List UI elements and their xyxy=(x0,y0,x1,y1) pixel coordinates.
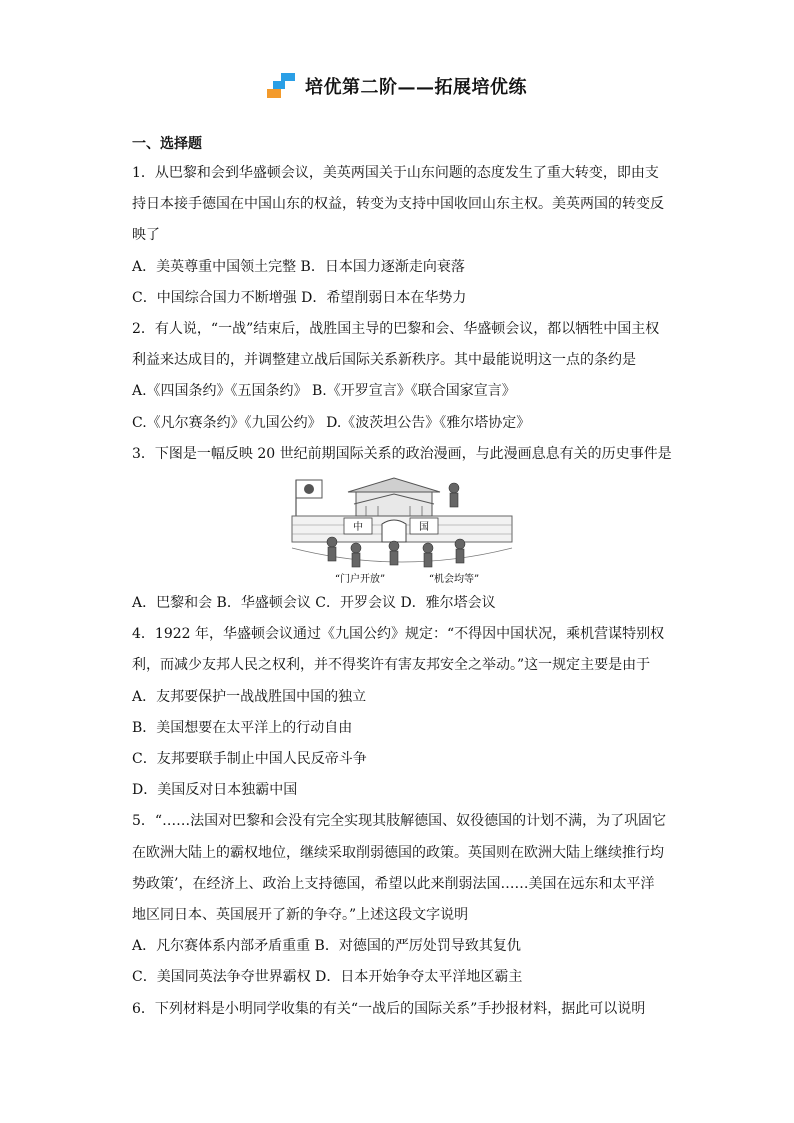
question-stem-line: 持日本接手德国在中国山东的权益，转变为支持中国收回山东主权。美英两国的转变反 xyxy=(132,196,664,213)
question-6 xyxy=(132,994,672,1025)
answer-option: A．友邦要保护一战战胜国中国的独立 xyxy=(132,688,367,705)
cartoon-caption-left: “门户开放” xyxy=(334,574,386,586)
page-header xyxy=(0,66,794,106)
answer-option: B．美国想要在太平洋上的行动自由 xyxy=(132,719,353,736)
cartoon-caption-right: “机会均等” xyxy=(428,574,480,586)
question-5 xyxy=(132,806,672,993)
question-stem-line: 6．下列材料是小明同学收集的有关“一战后的国际关系”手抄报材料，据此可以说明 xyxy=(132,1000,646,1017)
question-stem-line: 在欧洲大陆上的霸权地位，继续采取削弱德国的政策。英国则在欧洲大陆上继续推行均 xyxy=(132,844,664,861)
question-2 xyxy=(132,314,672,439)
answer-options-line: C．中国综合国力不断增强 D．希望削弱日本在华势力 xyxy=(132,289,467,306)
question-stem-line: 4．1922 年，华盛顿会议通过《九国公约》规定：“不得因中国状况，乘机营谋特别权 xyxy=(132,626,665,643)
cartoon-illustration xyxy=(282,476,522,586)
stairs-logo-icon xyxy=(267,73,297,99)
question-1 xyxy=(132,158,672,314)
answer-option: C．友邦要联手制止中国人民反帝斗争 xyxy=(132,751,367,768)
question-stem-line: 1．从巴黎和会到华盛顿会议，美英两国关于山东问题的态度发生了重大转变，即由支 xyxy=(132,165,659,181)
question-stem-line: 2．有人说，“一战”结束后，战胜国主导的巴黎和会、华盛顿会议，都以牺牲中国主权 xyxy=(132,321,660,338)
gate-sign-left: 中 xyxy=(353,522,363,534)
answer-options-line: C．美国同英法争夺世界霸权 D．日本开始争夺太平洋地区霸主 xyxy=(132,969,523,986)
question-4 xyxy=(132,619,672,806)
answer-options-line: A．巴黎和会 B．华盛顿会议 C．开罗会议 D．雅尔塔会议 xyxy=(132,595,496,612)
worksheet-content xyxy=(132,130,672,1025)
page-title: 培优第二阶——拓展培优练 xyxy=(305,77,527,98)
answer-option: D．美国反对日本独霸中国 xyxy=(132,782,298,799)
answer-options-line: C.《凡尔赛条约》《九国公约》 D.《波茨坦公告》《雅尔塔协定》 xyxy=(132,414,531,431)
gate-sign-right: 国 xyxy=(419,522,429,534)
question-stem-line: 地区同日本、英国展开了新的争夺。”上述这段文字说明 xyxy=(132,907,469,924)
question-3 xyxy=(132,439,672,619)
question-stem-line: 利，而减少友邦人民之权利，并不得奖许有害友邦安全之举动。”这一规定主要是由于 xyxy=(132,657,651,674)
answer-options-line: A．美英尊重中国领土完整 B．日本国力逐渐走向衰落 xyxy=(132,258,465,275)
question-stem-line: 映了 xyxy=(132,227,160,244)
question-stem-line: 势政策’，在经济上、政治上支持德国，希望以此来削弱法国……美国在远东和太平洋 xyxy=(132,875,655,892)
answer-options-line: A.《四国条约》《五国条约》 B.《开罗宣言》《联合国家宣言》 xyxy=(132,383,516,400)
political-cartoon xyxy=(132,476,672,586)
question-stem-line: 利益来达成目的，并调整建立战后国际关系新秩序。其中最能说明这一点的条约是 xyxy=(132,352,636,369)
question-stem-line: 5．“……法国对巴黎和会没有完全实现其肢解德国、奴役德国的计划不满，为了巩固它 xyxy=(132,813,667,830)
section-heading: 一、选择题 xyxy=(132,136,202,152)
question-stem-line: 3．下图是一幅反映 20 世纪前期国际关系的政治漫画，与此漫画息息有关的历史事件是 xyxy=(132,445,672,462)
answer-options-line: A．凡尔赛体系内部矛盾重重 B．对德国的严厉处罚导致其复仇 xyxy=(132,938,521,955)
